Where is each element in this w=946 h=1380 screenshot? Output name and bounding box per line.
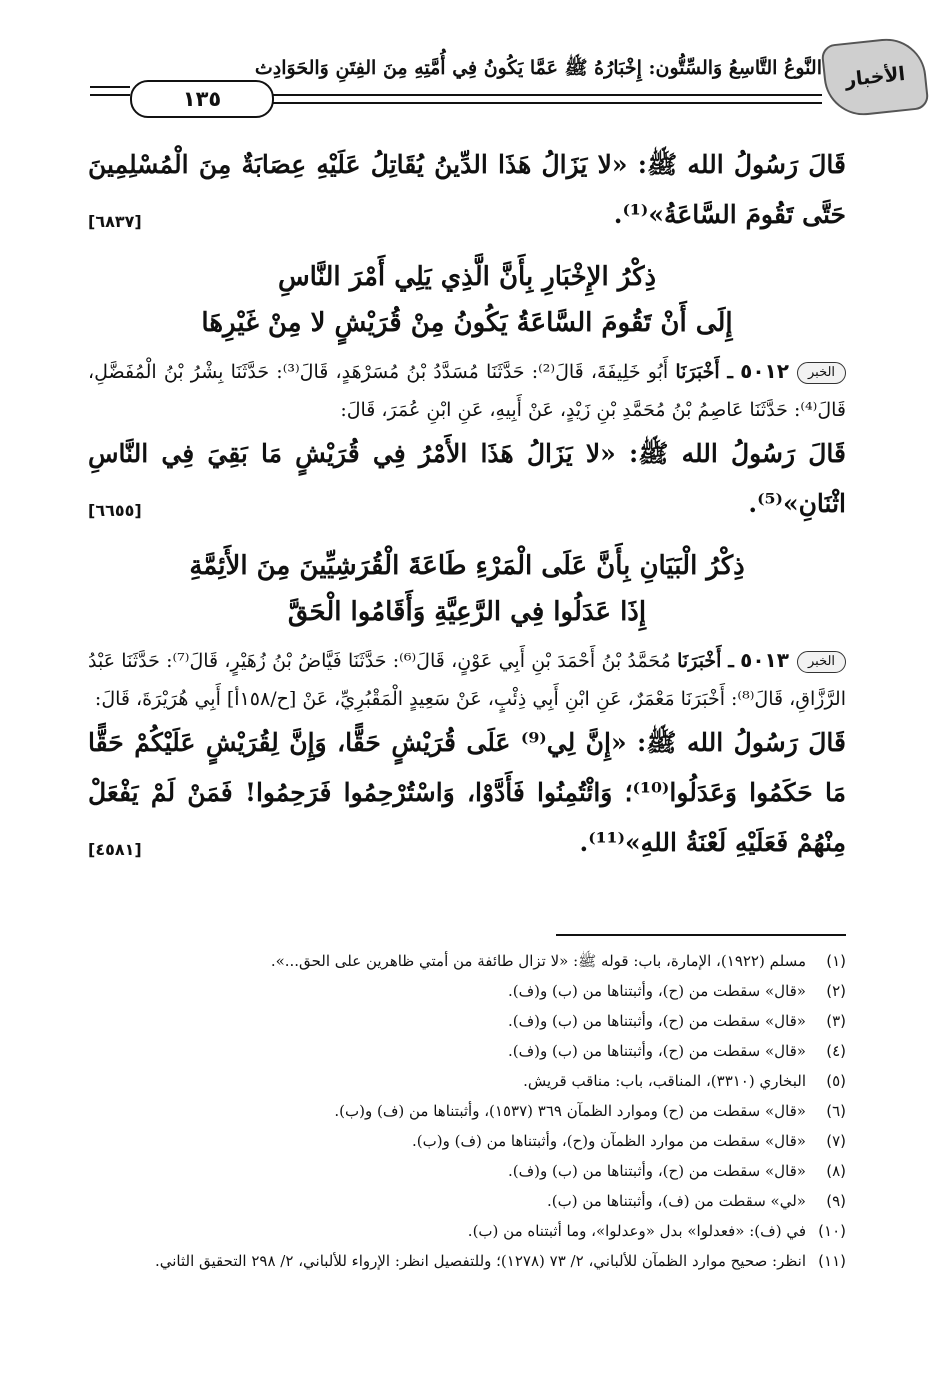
footnote-number: (١٠)	[818, 1222, 846, 1240]
footnote-text: «قال» سقطت من (ح) وموارد الظمآن ٣٦٩ (١٥٣٧)، وأثبتناها من (ف) و(ب).	[334, 1102, 806, 1120]
hadith-paragraph	[88, 429, 846, 529]
hadith-reference: [٦٦٥٥]	[88, 501, 142, 520]
footnote	[95, 1066, 846, 1096]
footnote-text: «قال» سقطت من (ح)، وأثبتناها من (ب) و(ف).	[507, 1162, 806, 1180]
footnote	[95, 1246, 846, 1276]
footnote-number: (١)	[826, 952, 846, 970]
hadith-reference: [٤٥٨١]	[88, 840, 142, 859]
footnote	[95, 1216, 846, 1246]
footnote-number: (٥)	[826, 1072, 846, 1090]
header-rule-left-2	[90, 94, 130, 96]
hadith-paragraph	[88, 718, 846, 868]
khabar-icon: الخبر	[797, 362, 846, 384]
chapter-heading-line: إِذَا عَدَلُوا فِي الرَّعِيَّةِ وَأَقَامُوا الْحَقَّ	[287, 597, 647, 627]
footnote-number: (٣)	[826, 1012, 846, 1030]
hadith-number: ٥٠١٣	[740, 648, 789, 672]
footnote-number: (٧)	[826, 1132, 846, 1150]
section-badge-label: الأخبار	[843, 62, 907, 92]
section-badge	[820, 35, 929, 119]
header-rule-left	[90, 86, 130, 88]
footnote	[95, 1126, 846, 1156]
footnote	[95, 1006, 846, 1036]
footnote-number: (١١)	[818, 1252, 846, 1270]
footnotes	[95, 946, 846, 1276]
chapter-heading	[88, 543, 846, 635]
chapter-heading-line: ذِكْرُ الْبَيَانِ بِأَنَّ عَلَى الْمَرْءِ طَاعَةَ الْقُرَشِيِّينَ مِنَ الأَئِمَّةِ	[189, 551, 745, 581]
isnad-text: أَبُو خَلِيفَةَ، قَالَ⁽²⁾: حَدَّثَنَا مُسَدَّدُ بْنُ مُسَرْهَدٍ، قَالَ⁽³⁾: حَدَّثَنَا بِشْرُ بْنُ الْمُفَضَّلِ، قَالَ⁽⁴⁾: حَدَّثَنَا عَاصِمُ بْنُ مُحَمَّدِ بْنِ زَيْدٍ، عَنْ أَبِيهِ، عَنِ ابْنِ عُمَرَ، قَالَ:	[88, 361, 846, 421]
hadith-text: قَالَ رَسُولُ الله ﷺ: «إِنَّ لِي⁽⁹⁾ عَلَى قُرَيْشٍ حَقًّا، وَإِنَّ لِقُرَيْشٍ عَلَيْكُمْ حَقًّا مَا حَكَمُوا وَعَدَلُوا⁽¹⁰⁾؛ وَائْتُمِنُوا فَأَدَّوْا، وَاسْتُرْحِمُوا فَرَحِمُوا! فَمَنْ لَمْ يَفْعَلْ مِنْهُمْ فَعَلَيْهِ لَعْنَةُ اللهِ»⁽¹¹⁾.	[88, 728, 846, 857]
hadith-text: قَالَ رَسُولُ الله ﷺ: «لا يَزَالُ هَذَا الدِّينُ يُقَاتِلُ عَلَيْهِ عِصَابَةٌ مِنَ الْمُسْلِمِينَ حَتَّى تَقُومَ السَّاعَةُ»⁽¹⁾.	[88, 150, 846, 229]
header-rule	[270, 94, 822, 96]
isnad-paragraph: الخبر٥٠١٢ ـ أَخْبَرَنَا أَبُو خَلِيفَةَ، قَالَ⁽²⁾: حَدَّثَنَا مُسَدَّدُ بْنُ مُسَرْهَدٍ، قَالَ⁽³⁾: حَدَّثَنَا بِشْرُ بْنُ الْمُفَضَّلِ، قَالَ⁽⁴⁾: حَدَّثَنَا عَاصِمُ بْنُ مُحَمَّدِ بْنِ زَيْدٍ، عَنْ أَبِيهِ، عَنِ ابْنِ عُمَرَ، قَالَ:	[88, 359, 846, 421]
footnote-text: في (ف): «فعدلوا» بدل «وعدلوا»، وما أثبتناه من (ب).	[467, 1222, 806, 1240]
footnote	[95, 1186, 846, 1216]
footnote	[95, 1096, 846, 1126]
hadith-paragraph	[88, 140, 846, 240]
main-text	[88, 140, 846, 868]
hadith-text: قَالَ رَسُولُ الله ﷺ: «لا يَزَالُ هَذَا الأَمْرُ فِي قُرَيْشٍ مَا بَقِيَ فِي النَّاسِ اثْنَانِ»⁽⁵⁾.	[88, 439, 846, 518]
footnote-text: «قال» سقطت من (ح)، وأثبتناها من (ب) و(ف).	[507, 982, 806, 1000]
page-number	[130, 80, 274, 118]
footnote-number: (٢)	[826, 982, 846, 1000]
footnote-text: انظر: صحيح موارد الظمآن للألباني، ٢/ ٧٣ (١٢٧٨)؛ وللتفصيل انظر: الإرواء للألباني، ٢/ ٢٩٨ التحقيق الثاني.	[154, 1252, 806, 1270]
footnote	[95, 1036, 846, 1066]
footnote-text: «قال» سقطت من (ح)، وأثبتناها من (ب) و(ف).	[507, 1012, 806, 1030]
chapter-heading	[88, 254, 846, 346]
footnote-number: (٩)	[826, 1192, 846, 1210]
hadith-number: ٥٠١٢	[740, 359, 789, 383]
footnote	[95, 1156, 846, 1186]
running-title: النَّوعُ التَّاسِعُ وَالسِّتُّون: إِخْبَارُهُ ﷺ عَمَّا يَكُونُ فِي أُمَّتِهِ مِنَ الفِتَنِ وَالحَوَادِث	[254, 57, 822, 79]
footnote-number: (٦)	[826, 1102, 846, 1120]
footnote-text: «لي» سقطت من (ف)، وأثبتناها من (ب).	[546, 1192, 806, 1210]
footnote-separator	[556, 934, 846, 936]
header-rule-2	[270, 102, 822, 104]
page-number-text: ١٣٥	[182, 87, 222, 111]
chapter-heading-line: إِلَى أَنْ تَقُومَ السَّاعَةُ يَكُونُ مِنْ قُرَيْشٍ لا مِنْ غَيْرِهَا	[201, 308, 733, 338]
footnote-text: البخاري (٣٣١٠)، المناقب، باب: مناقب قريش.	[523, 1072, 806, 1090]
page-header	[90, 40, 926, 120]
footnote-text: «قال» سقطت من موارد الظمآن و(ح)، وأثبتناها من (ف) و(ب).	[412, 1132, 806, 1150]
footnote	[95, 946, 846, 976]
isnad-paragraph: الخبر٥٠١٣ ـ أَخْبَرَنَا مُحَمَّدُ بْنُ أَحْمَدَ بْنِ أَبِي عَوْنٍ، قَالَ⁽⁶⁾: حَدَّثَنَا فَيَّاضُ بْنُ زُهَيْرٍ، قَالَ⁽⁷⁾: حَدَّثَنَا عَبْدُ الرَّزَّاقِ، قَالَ⁽⁸⁾: أَخْبَرَنَا مَعْمَرٌ، عَنِ ابْنِ أَبِي ذِئْبٍ، عَنْ سَعِيدٍ الْمَقْبُرِيِّ، عَنْ [ح/١٥٨أ] أَبِي هُرَيْرَةَ، قَالَ:	[88, 648, 846, 710]
footnote-text: مسلم (١٩٢٢)، الإمارة، باب: قوله ﷺ: «لا تزال طائفة من أمتي ظاهرين على الحق...».	[270, 952, 806, 970]
footnote-number: (٨)	[826, 1162, 846, 1180]
footnote-text: «قال» سقطت من (ح)، وأثبتناها من (ب) و(ف).	[507, 1042, 806, 1060]
chapter-heading-line: ذِكْرُ الإِخْبَارِ بِأَنَّ الَّذِي يَلِي أَمْرَ النَّاسِ	[277, 262, 657, 292]
footnote	[95, 976, 846, 1006]
isnad-text: مُحَمَّدُ بْنُ أَحْمَدَ بْنِ أَبِي عَوْنٍ، قَالَ⁽⁶⁾: حَدَّثَنَا فَيَّاضُ بْنُ زُهَيْرٍ، قَالَ⁽⁷⁾: حَدَّثَنَا عَبْدُ الرَّزَّاقِ، قَالَ⁽⁸⁾: أَخْبَرَنَا مَعْمَرٌ، عَنِ ابْنِ أَبِي ذِئْبٍ، عَنْ سَعِيدٍ الْمَقْبُرِيِّ، عَنْ [ح/١٥٨أ] أَبِي هُرَيْرَةَ، قَالَ:	[88, 650, 846, 710]
hadith-reference: [٦٨٣٧]	[88, 212, 142, 231]
isnad-label: أَخْبَرَنَا	[675, 361, 720, 383]
isnad-label: أَخْبَرَنَا	[677, 650, 722, 672]
khabar-icon: الخبر	[797, 651, 846, 673]
footnote-number: (٤)	[826, 1042, 846, 1060]
